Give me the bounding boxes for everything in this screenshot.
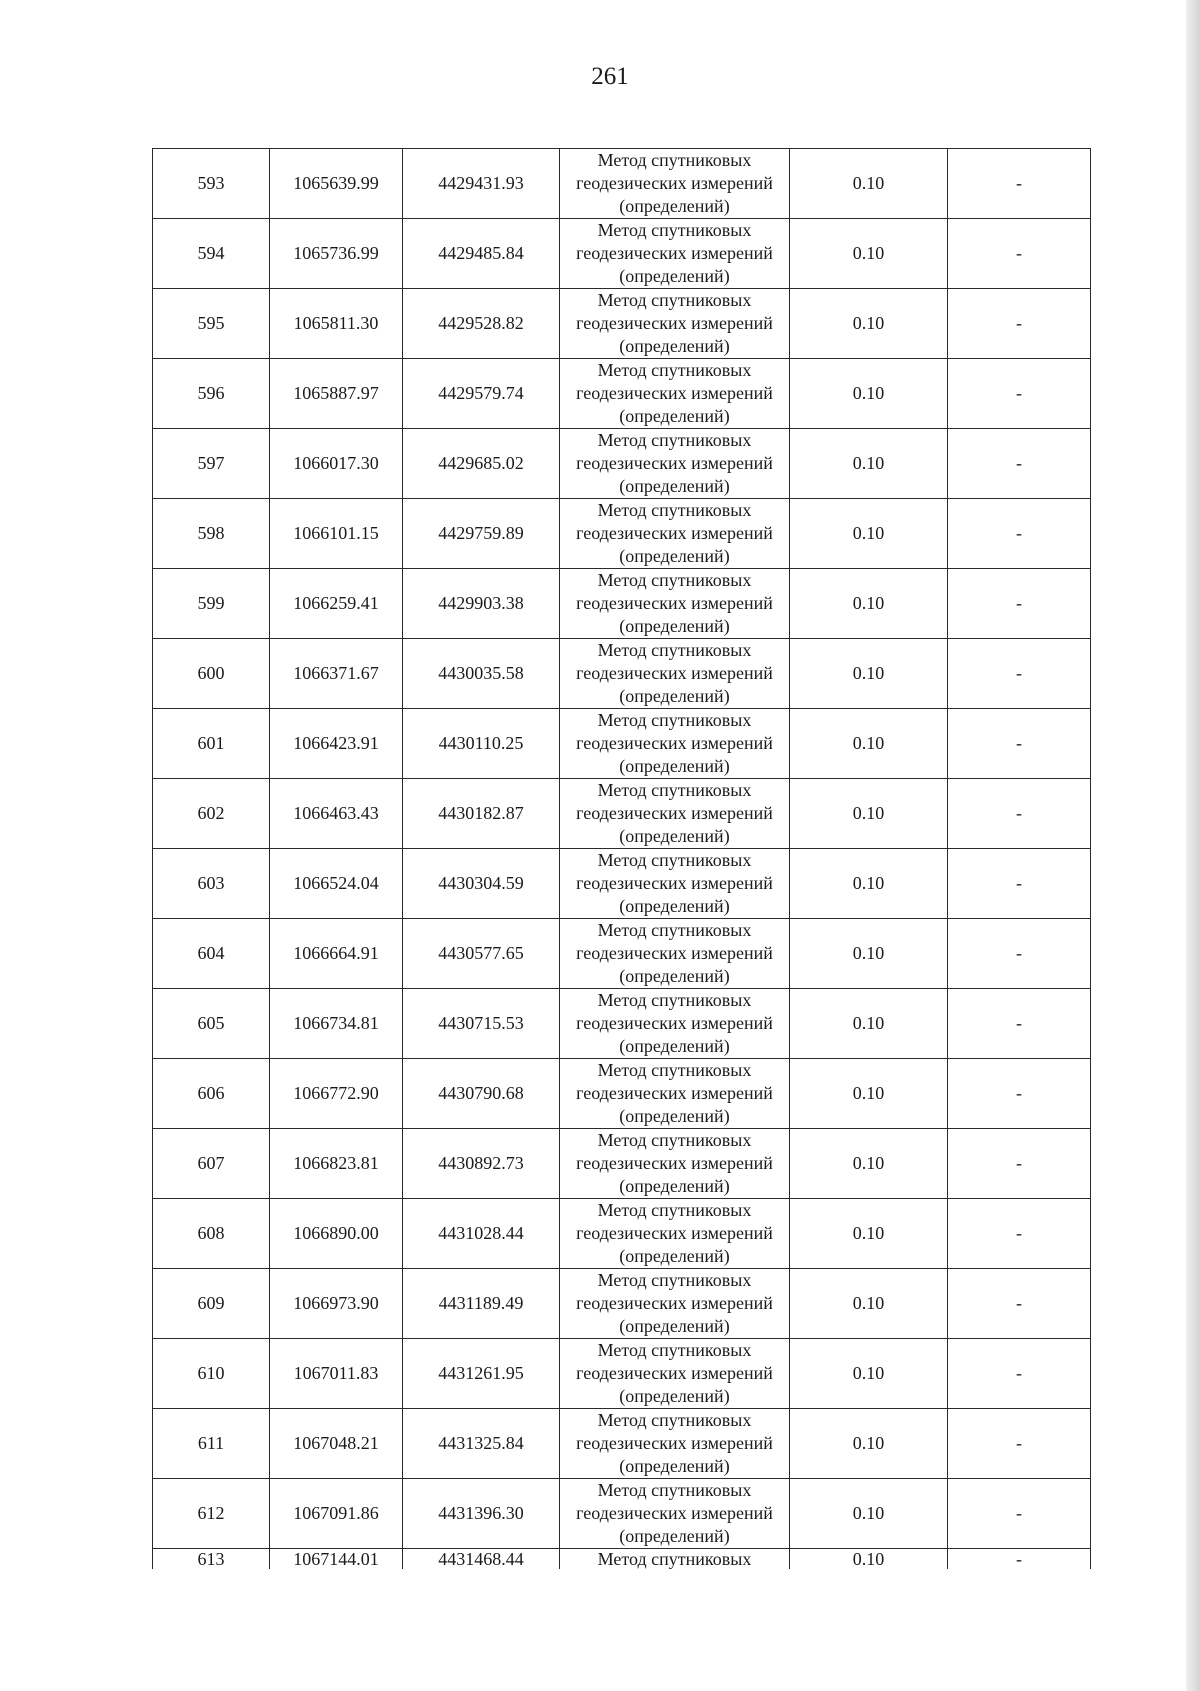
point-number-cell: 604 <box>153 919 270 989</box>
table-row <box>153 1479 1091 1549</box>
x-coordinate-cell: 1066101.15 <box>270 499 403 569</box>
accuracy-cell: 0.10 <box>790 289 948 359</box>
table-row <box>153 639 1091 709</box>
note-cell: - <box>948 1199 1091 1269</box>
y-coordinate-cell: 4431396.30 <box>403 1479 560 1549</box>
point-number-cell: 610 <box>153 1339 270 1409</box>
table-row <box>153 1409 1091 1479</box>
x-coordinate-cell: 1066772.90 <box>270 1059 403 1129</box>
x-coordinate-cell: 1067011.83 <box>270 1339 403 1409</box>
method-cell: Метод спутниковых геодезических измерений (определений) <box>560 1409 790 1479</box>
note-cell: - <box>948 779 1091 849</box>
accuracy-cell: 0.10 <box>790 429 948 499</box>
note-cell: - <box>948 1409 1091 1479</box>
point-number-cell: 603 <box>153 849 270 919</box>
y-coordinate-cell: 4431189.49 <box>403 1269 560 1339</box>
note-cell: - <box>948 569 1091 639</box>
point-number-cell: 596 <box>153 359 270 429</box>
y-coordinate-cell: 4430715.53 <box>403 989 560 1059</box>
accuracy-cell: 0.10 <box>790 499 948 569</box>
method-cell: Метод спутниковых геодезических измерений (определений) <box>560 779 790 849</box>
note-cell: - <box>948 149 1091 219</box>
table-row <box>153 849 1091 919</box>
y-coordinate-cell: 4430110.25 <box>403 709 560 779</box>
note-cell: - <box>948 1269 1091 1339</box>
y-coordinate-cell: 4431325.84 <box>403 1409 560 1479</box>
scan-edge-shadow <box>1186 0 1200 1691</box>
method-cell: Метод спутниковых геодезических измерений (определений) <box>560 149 790 219</box>
table-row <box>153 1339 1091 1409</box>
x-coordinate-cell: 1066973.90 <box>270 1269 403 1339</box>
point-number-cell: 602 <box>153 779 270 849</box>
method-cell: Метод спутниковых геодезических измерений (определений) <box>560 1199 790 1269</box>
table-row <box>153 1059 1091 1129</box>
method-cell: Метод спутниковых геодезических измерений (определений) <box>560 289 790 359</box>
method-cell: Метод спутниковых <box>560 1549 790 1570</box>
method-cell: Метод спутниковых геодезических измерений (определений) <box>560 1129 790 1199</box>
accuracy-cell: 0.10 <box>790 1269 948 1339</box>
note-cell: - <box>948 709 1091 779</box>
table-row <box>153 569 1091 639</box>
method-cell: Метод спутниковых геодезических измерений (определений) <box>560 709 790 779</box>
table-row <box>153 429 1091 499</box>
method-cell: Метод спутниковых геодезических измерений (определений) <box>560 429 790 499</box>
point-number-cell: 599 <box>153 569 270 639</box>
coordinates-table-body <box>153 149 1091 1570</box>
accuracy-cell: 0.10 <box>790 1059 948 1129</box>
note-cell: - <box>948 919 1091 989</box>
note-cell: - <box>948 429 1091 499</box>
table-row <box>153 709 1091 779</box>
table-row <box>153 359 1091 429</box>
page-number: 261 <box>591 63 629 90</box>
y-coordinate-cell: 4430035.58 <box>403 639 560 709</box>
point-number-cell: 597 <box>153 429 270 499</box>
accuracy-cell: 0.10 <box>790 919 948 989</box>
accuracy-cell: 0.10 <box>790 849 948 919</box>
note-cell: - <box>948 289 1091 359</box>
y-coordinate-cell: 4429485.84 <box>403 219 560 289</box>
y-coordinate-cell: 4431468.44 <box>403 1549 560 1570</box>
table-row <box>153 499 1091 569</box>
point-number-cell: 608 <box>153 1199 270 1269</box>
x-coordinate-cell: 1065811.30 <box>270 289 403 359</box>
x-coordinate-cell: 1066823.81 <box>270 1129 403 1199</box>
x-coordinate-cell: 1065736.99 <box>270 219 403 289</box>
y-coordinate-cell: 4430304.59 <box>403 849 560 919</box>
point-number-cell: 601 <box>153 709 270 779</box>
y-coordinate-cell: 4431028.44 <box>403 1199 560 1269</box>
point-number-cell: 598 <box>153 499 270 569</box>
x-coordinate-cell: 1067144.01 <box>270 1549 403 1570</box>
method-cell: Метод спутниковых геодезических измерений (определений) <box>560 849 790 919</box>
x-coordinate-cell: 1065639.99 <box>270 149 403 219</box>
method-cell: Метод спутниковых геодезических измерений (определений) <box>560 639 790 709</box>
table-row <box>153 919 1091 989</box>
accuracy-cell: 0.10 <box>790 779 948 849</box>
table-row <box>153 1269 1091 1339</box>
note-cell: - <box>948 1549 1091 1570</box>
y-coordinate-cell: 4430182.87 <box>403 779 560 849</box>
y-coordinate-cell: 4429759.89 <box>403 499 560 569</box>
point-number-cell: 605 <box>153 989 270 1059</box>
point-number-cell: 612 <box>153 1479 270 1549</box>
note-cell: - <box>948 1059 1091 1129</box>
table-row <box>153 1129 1091 1199</box>
coordinates-table <box>152 148 1091 1569</box>
point-number-cell: 595 <box>153 289 270 359</box>
point-number-cell: 593 <box>153 149 270 219</box>
method-cell: Метод спутниковых геодезических измерений (определений) <box>560 1059 790 1129</box>
accuracy-cell: 0.10 <box>790 709 948 779</box>
method-cell: Метод спутниковых геодезических измерений (определений) <box>560 989 790 1059</box>
y-coordinate-cell: 4429431.93 <box>403 149 560 219</box>
x-coordinate-cell: 1066664.91 <box>270 919 403 989</box>
x-coordinate-cell: 1066259.41 <box>270 569 403 639</box>
method-cell: Метод спутниковых геодезических измерений (определений) <box>560 1269 790 1339</box>
note-cell: - <box>948 989 1091 1059</box>
accuracy-cell: 0.10 <box>790 1549 948 1570</box>
method-cell: Метод спутниковых геодезических измерений (определений) <box>560 1479 790 1549</box>
point-number-cell: 611 <box>153 1409 270 1479</box>
note-cell: - <box>948 499 1091 569</box>
y-coordinate-cell: 4429685.02 <box>403 429 560 499</box>
x-coordinate-cell: 1065887.97 <box>270 359 403 429</box>
method-cell: Метод спутниковых геодезических измерений (определений) <box>560 1339 790 1409</box>
accuracy-cell: 0.10 <box>790 149 948 219</box>
x-coordinate-cell: 1066423.91 <box>270 709 403 779</box>
y-coordinate-cell: 4429903.38 <box>403 569 560 639</box>
table-row <box>153 149 1091 219</box>
accuracy-cell: 0.10 <box>790 219 948 289</box>
note-cell: - <box>948 849 1091 919</box>
method-cell: Метод спутниковых геодезических измерений (определений) <box>560 569 790 639</box>
accuracy-cell: 0.10 <box>790 1199 948 1269</box>
y-coordinate-cell: 4429579.74 <box>403 359 560 429</box>
x-coordinate-cell: 1067048.21 <box>270 1409 403 1479</box>
note-cell: - <box>948 1129 1091 1199</box>
note-cell: - <box>948 219 1091 289</box>
accuracy-cell: 0.10 <box>790 1409 948 1479</box>
x-coordinate-cell: 1066371.67 <box>270 639 403 709</box>
point-number-cell: 613 <box>153 1549 270 1570</box>
accuracy-cell: 0.10 <box>790 639 948 709</box>
method-cell: Метод спутниковых геодезических измерений (определений) <box>560 359 790 429</box>
point-number-cell: 600 <box>153 639 270 709</box>
note-cell: - <box>948 1339 1091 1409</box>
accuracy-cell: 0.10 <box>790 989 948 1059</box>
accuracy-cell: 0.10 <box>790 1479 948 1549</box>
x-coordinate-cell: 1066017.30 <box>270 429 403 499</box>
accuracy-cell: 0.10 <box>790 359 948 429</box>
point-number-cell: 606 <box>153 1059 270 1129</box>
y-coordinate-cell: 4431261.95 <box>403 1339 560 1409</box>
accuracy-cell: 0.10 <box>790 569 948 639</box>
x-coordinate-cell: 1066463.43 <box>270 779 403 849</box>
y-coordinate-cell: 4430790.68 <box>403 1059 560 1129</box>
x-coordinate-cell: 1067091.86 <box>270 1479 403 1549</box>
note-cell: - <box>948 1479 1091 1549</box>
table-row <box>153 219 1091 289</box>
point-number-cell: 607 <box>153 1129 270 1199</box>
y-coordinate-cell: 4430577.65 <box>403 919 560 989</box>
table-row <box>153 989 1091 1059</box>
method-cell: Метод спутниковых геодезических измерений (определений) <box>560 499 790 569</box>
accuracy-cell: 0.10 <box>790 1129 948 1199</box>
table-row <box>153 779 1091 849</box>
accuracy-cell: 0.10 <box>790 1339 948 1409</box>
method-cell: Метод спутниковых геодезических измерений (определений) <box>560 219 790 289</box>
x-coordinate-cell: 1066890.00 <box>270 1199 403 1269</box>
table-row <box>153 1199 1091 1269</box>
point-number-cell: 594 <box>153 219 270 289</box>
x-coordinate-cell: 1066524.04 <box>270 849 403 919</box>
note-cell: - <box>948 359 1091 429</box>
y-coordinate-cell: 4429528.82 <box>403 289 560 359</box>
table-row <box>153 289 1091 359</box>
point-number-cell: 609 <box>153 1269 270 1339</box>
table-row <box>153 1549 1091 1570</box>
y-coordinate-cell: 4430892.73 <box>403 1129 560 1199</box>
method-cell: Метод спутниковых геодезических измерений (определений) <box>560 919 790 989</box>
x-coordinate-cell: 1066734.81 <box>270 989 403 1059</box>
note-cell: - <box>948 639 1091 709</box>
